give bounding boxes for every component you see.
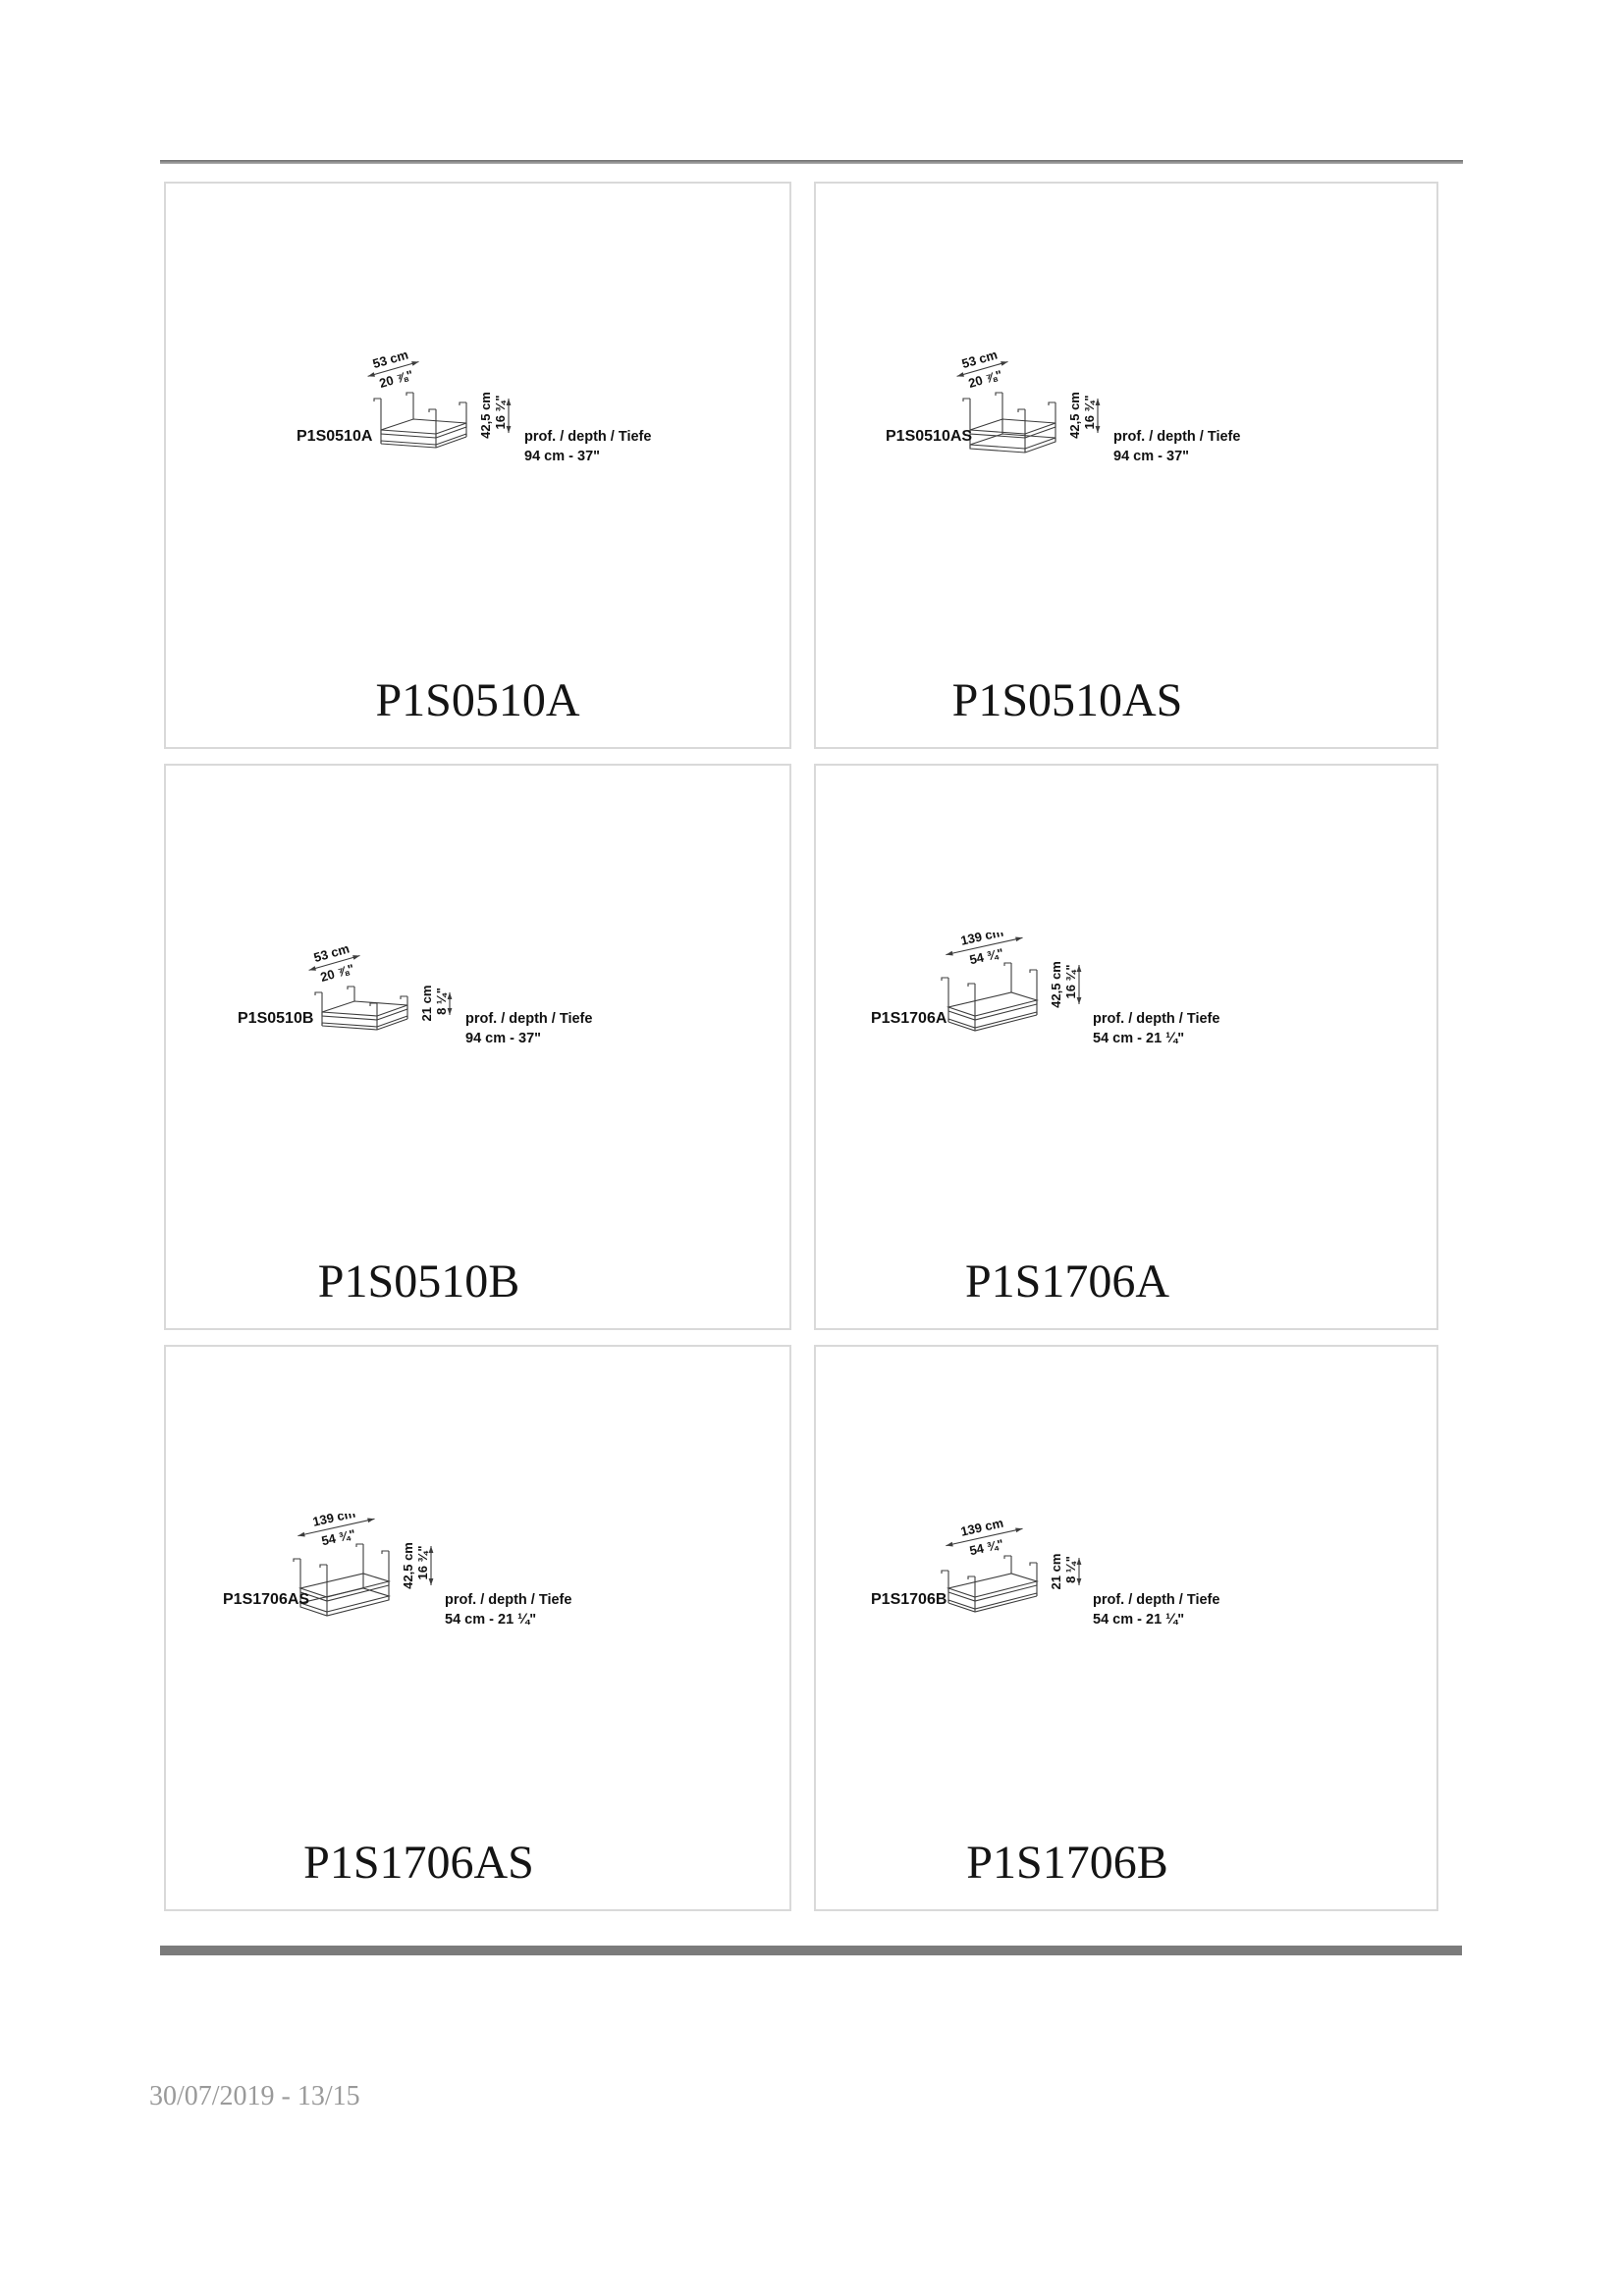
bottom-rule: [160, 1946, 1462, 1955]
shelf-drawing: [315, 987, 407, 1030]
shelf-drawing: [374, 393, 466, 448]
product-caption: P1S1706A: [964, 1255, 1170, 1308]
page-footer: 30/07/2019 - 13/15: [149, 2081, 360, 2111]
width-dimension: [942, 933, 1026, 972]
product-code-label: P1S1706B: [871, 1591, 947, 1608]
height-dimension: [401, 1542, 433, 1589]
shelf-drawing: [942, 1556, 1037, 1612]
width-dimension: [362, 350, 423, 394]
product-code-label: P1S1706A: [871, 1010, 947, 1027]
width-cm-label: 139 cm: [310, 1514, 356, 1529]
technical-drawing: [238, 933, 601, 1060]
product-cell-p1s0510a: [164, 182, 791, 749]
product-cell-p1s1706as: [164, 1345, 791, 1911]
height-cm-label: 42,5 cm: [1067, 392, 1082, 439]
technical-drawing: [886, 350, 1249, 478]
width-in-label: 20 ⅞": [318, 960, 355, 986]
technical-drawing: [223, 1514, 616, 1641]
height-dimension: [478, 392, 511, 439]
depth-note-label: prof. / depth / Tiefe: [444, 1592, 571, 1608]
height-in-label: 16 ¾": [1063, 964, 1078, 999]
depth-note-label: prof. / depth / Tiefe: [464, 1011, 592, 1027]
height-cm-label: 21 cm: [418, 985, 434, 1022]
depth-note-value: 94 cm - 37": [523, 449, 600, 464]
shelf-drawing: [963, 393, 1055, 453]
height-cm-label: 21 cm: [1049, 1553, 1063, 1590]
width-dimension: [942, 1514, 1026, 1563]
width-in-label: 54 ¾": [967, 1536, 1005, 1559]
width-dimension: [952, 350, 1013, 394]
height-in-label: 8 ¼": [1063, 1556, 1078, 1583]
depth-note-value: 54 cm - 21 ¼": [1093, 1612, 1185, 1628]
height-dimension: [1067, 392, 1100, 439]
width-cm-label: 139 cm: [959, 1515, 1005, 1539]
height-dimension: [419, 986, 452, 1022]
depth-note-value: 54 cm - 21 ¼": [444, 1612, 536, 1628]
product-cell-p1s0510b: [164, 764, 791, 1330]
depth-note-label: prof. / depth / Tiefe: [1093, 1011, 1220, 1027]
product-code-label: P1S0510AS: [886, 428, 973, 445]
width-cm-label: 53 cm: [959, 350, 1000, 372]
width-in-label: 54 ¾": [967, 945, 1005, 968]
depth-note-value: 94 cm - 37": [464, 1031, 541, 1046]
width-cm-label: 53 cm: [370, 350, 409, 372]
height-cm-label: 42,5 cm: [1049, 961, 1063, 1008]
width-in-label: 54 ¾": [319, 1526, 356, 1549]
product-caption: P1S1706B: [966, 1837, 1168, 1889]
height-in-label: 16 ¾": [414, 1545, 430, 1580]
width-in-label: 20 ⅞": [377, 366, 414, 392]
product-code-label: P1S0510A: [296, 428, 372, 445]
technical-drawing: [871, 1514, 1264, 1641]
depth-note-value: 94 cm - 37": [1113, 449, 1190, 464]
technical-drawing: [871, 933, 1264, 1060]
height-dimension: [1049, 961, 1081, 1008]
product-code-label: P1S1706AS: [222, 1591, 309, 1608]
height-in-label: 16 ¾": [1082, 395, 1097, 430]
width-in-label: 20 ⅞": [966, 366, 1004, 392]
width-cm-label: 53 cm: [311, 940, 351, 966]
depth-note-label: prof. / depth / Tiefe: [523, 429, 651, 445]
depth-note-label: prof. / depth / Tiefe: [1093, 1592, 1220, 1608]
height-in-label: 16 ¾": [492, 395, 508, 430]
product-code-label: P1S0510B: [237, 1010, 313, 1027]
depth-note-label: prof. / depth / Tiefe: [1113, 429, 1241, 445]
product-caption: P1S0510AS: [951, 674, 1183, 726]
product-caption: P1S0510A: [375, 674, 580, 726]
product-cell-p1s1706a: [814, 764, 1438, 1330]
height-in-label: 8 ¼": [433, 988, 449, 1015]
product-cell-p1s0510as: [814, 182, 1438, 749]
width-dimension: [294, 1514, 378, 1553]
height-dimension: [1049, 1554, 1081, 1590]
product-caption: P1S0510B: [317, 1255, 520, 1308]
width-dimension: [303, 938, 364, 987]
product-cell-p1s1706b: [814, 1345, 1438, 1911]
product-caption: P1S1706AS: [303, 1837, 534, 1889]
depth-note-value: 54 cm - 21 ¼": [1093, 1031, 1185, 1046]
shelf-drawing: [942, 963, 1037, 1031]
width-cm-label: 139 cm: [959, 933, 1005, 948]
height-cm-label: 42,5 cm: [477, 392, 493, 439]
height-cm-label: 42,5 cm: [400, 1542, 415, 1589]
top-rule: [160, 160, 1463, 164]
technical-drawing: [297, 350, 660, 478]
